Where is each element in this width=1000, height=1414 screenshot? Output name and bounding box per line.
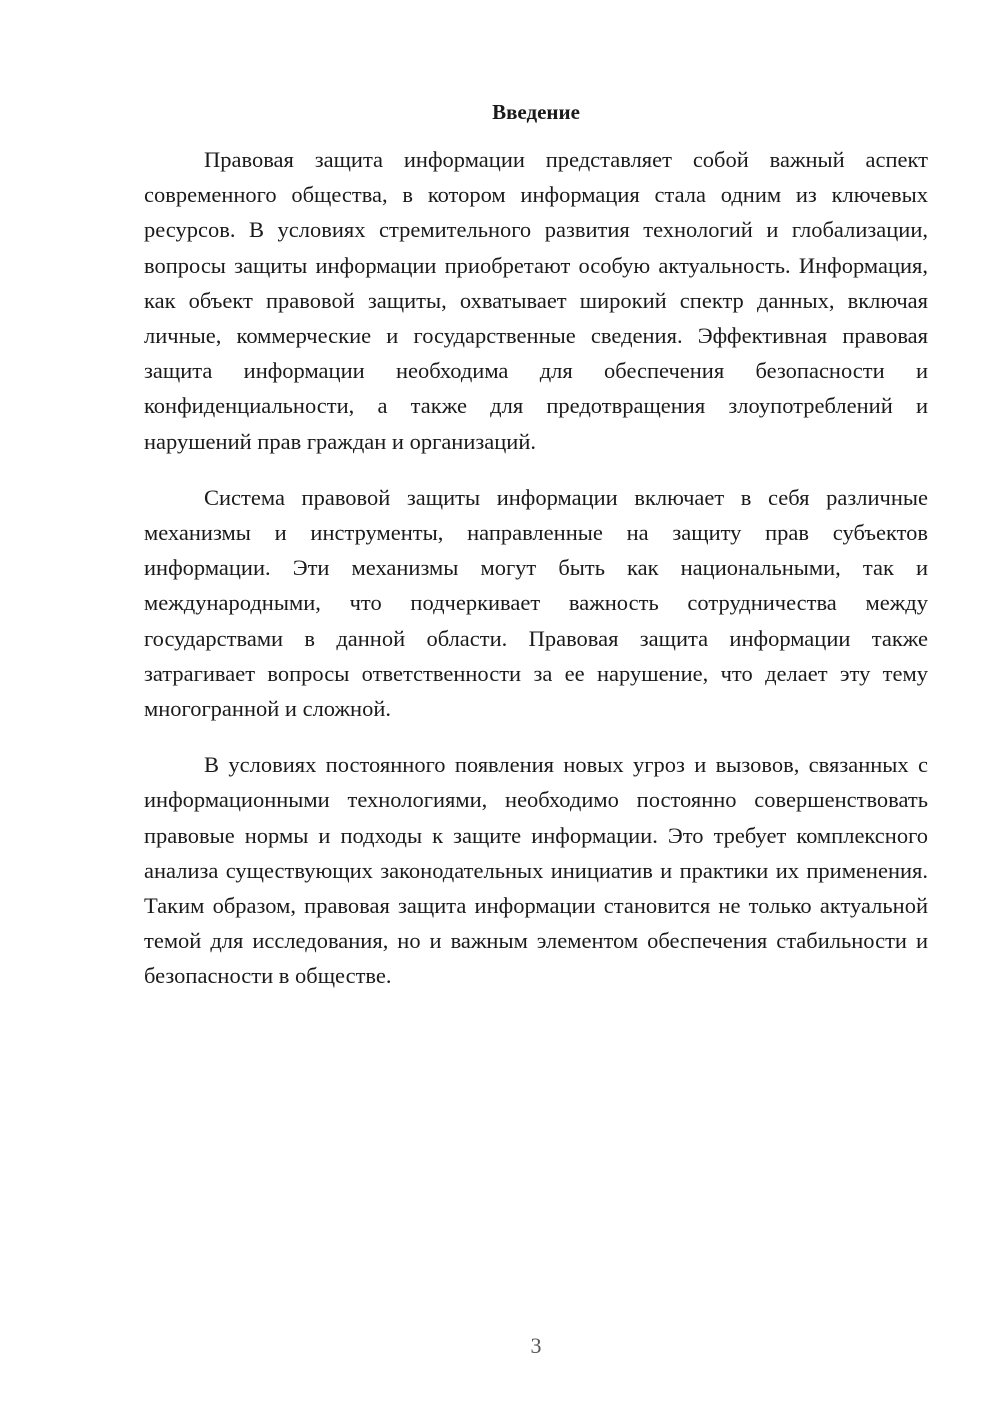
page-title: Введение bbox=[492, 100, 580, 124]
paragraph-2: Система правовой защиты информации включает в себя различные механизмы и инструменты, направленные на защиту прав субъектов информации. Эти механизмы могут быть как национальными, так и международными, что подчеркивает важность сотрудничества между государствами в данной области. Правовая защита информации также затрагивает вопросы ответственности за ее нарушение, что делает эту тему многогранной и сложной. bbox=[144, 484, 928, 722]
document-body bbox=[144, 142, 928, 1015]
paragraph-3: В условиях постоянного появления новых угроз и вызовов, связанных с информационными технологиями, необходимо постоянно совершенствовать правовые нормы и подходы к защите информации. Это требует комплексного анализа существующих законодательных инициатив и практики их применения. Таким образом, правовая защита информации становится не только актуальной темой для исследования, но и важным элементом обеспечения стабильности и безопасности в обществе. bbox=[144, 752, 928, 989]
paragraph-1: Правовая защита информации представляет собой важный аспект современного общества, в котором информация стала одним из ключевых ресурсов. В условиях стремительного развития технологий и глобализации, вопросы защиты информации приобретают особую актуальность. Информация, как объект правовой защиты, охватывает широкий спектр данных, включая личные, коммерческие и государственные сведения. Эффективная правовая защита информации необходима для обеспечения безопасности и конфиденциальности, а также для предотвращения злоупотреблений и нарушений прав граждан и организаций. bbox=[144, 147, 928, 454]
page-number: 3 bbox=[530, 1333, 542, 1358]
